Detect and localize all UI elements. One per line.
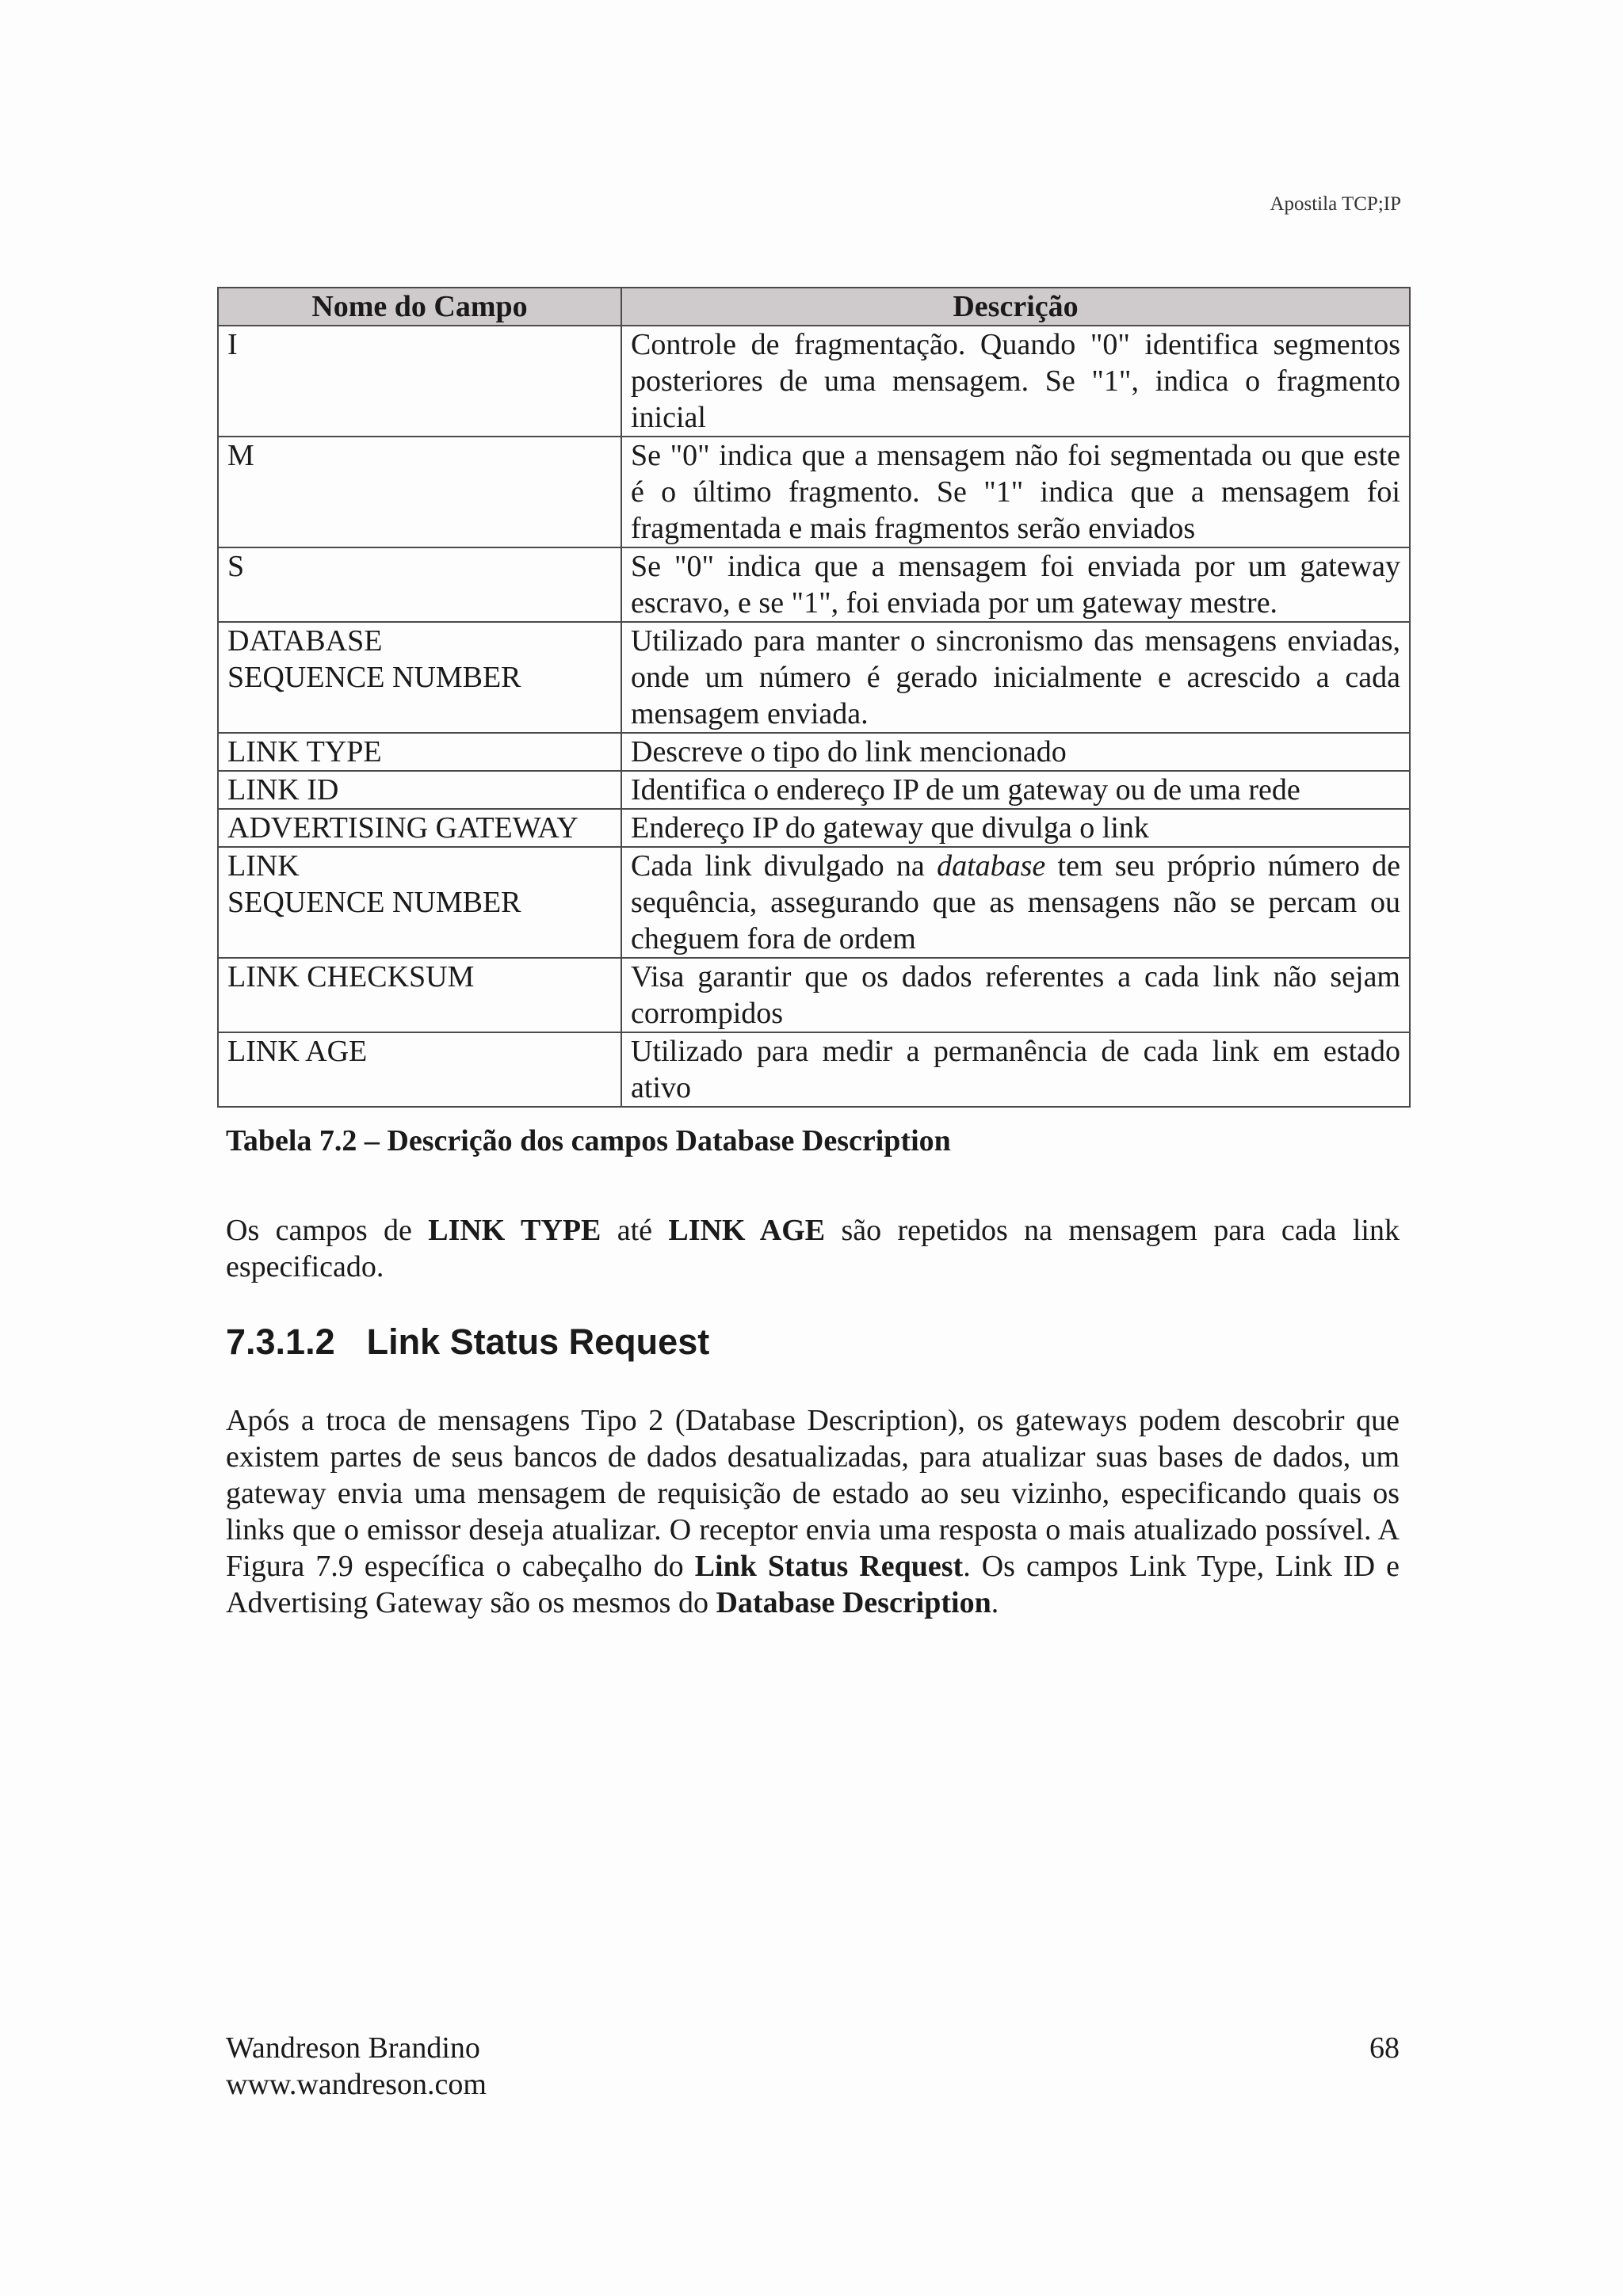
paragraph-repeated-fields bbox=[226, 1212, 1400, 1285]
table-row bbox=[218, 733, 1410, 771]
field-description-cell: Utilizado para medir a permanência de cada link em estado ativo bbox=[621, 1032, 1410, 1107]
table-row bbox=[218, 437, 1410, 547]
bold-term: LINK TYPE bbox=[428, 1214, 601, 1247]
field-description-cell bbox=[621, 847, 1410, 958]
text-run: até bbox=[601, 1214, 669, 1247]
page-number: 68 bbox=[1369, 2031, 1400, 2065]
table-row bbox=[218, 547, 1410, 622]
field-name-cell bbox=[218, 847, 621, 958]
description-text: tem seu próprio número de sequência, assegurando que as mensagens não se percam ou cheguem fora de ordem bbox=[631, 849, 1400, 955]
field-description-cell: Descreve o tipo do link mencionado bbox=[621, 733, 1410, 771]
field-description-cell: Utilizado para manter o sincronismo das mensagens enviadas, onde um número é gerado inicialmente e acrescido a cada mensagem enviada. bbox=[621, 622, 1410, 733]
field-name-cell: I bbox=[218, 326, 621, 437]
field-name-cell: LINK TYPE bbox=[218, 733, 621, 771]
field-name-cell: LINK CHECKSUM bbox=[218, 958, 621, 1032]
text-run: Após a troca de mensagens Tipo 2 (Database Description), os gateways podem descobrir que existem partes de seus bancos de dados desatualizadas, para atualizar suas bases de dados, um gateway envia uma mensagem de requisição de estado ao seu vizinho, especificando quais os links que o emissor deseja atualizar. O receptor envia uma resposta o mais atualizado possível. A Figura 7.9 específica o cabeçalho do bbox=[226, 1404, 1400, 1583]
field-name-cell: LINK AGE bbox=[218, 1032, 621, 1107]
field-name-cell: M bbox=[218, 437, 621, 547]
table-row bbox=[218, 958, 1410, 1032]
bold-term: Database Description bbox=[716, 1586, 991, 1619]
field-name-line: LINK bbox=[227, 849, 300, 883]
fields-table bbox=[217, 287, 1411, 1108]
description-text: Cada link divulgado na bbox=[631, 849, 938, 883]
text-run: . Os campos Link Type, Link ID e Advertising Gateway são os mesmos do bbox=[226, 1550, 1400, 1619]
paragraph-link-status-request bbox=[226, 1402, 1400, 1621]
table-row bbox=[218, 809, 1410, 847]
field-description-cell: Visa garantir que os dados referentes a cada link não sejam corrompidos bbox=[621, 958, 1410, 1032]
table-row bbox=[218, 771, 1410, 809]
field-description-cell: Se "0" indica que a mensagem foi enviada por um gateway escravo, e se "1", foi enviada por um gateway mestre. bbox=[621, 547, 1410, 622]
database-term: database bbox=[937, 849, 1046, 883]
field-description-cell: Identifica o endereço IP de um gateway ou de uma rede bbox=[621, 771, 1410, 809]
field-name-cell: LINK ID bbox=[218, 771, 621, 809]
table-caption: Tabela 7.2 – Descrição dos campos Database Description bbox=[226, 1124, 951, 1158]
text-run: Os campos de bbox=[226, 1214, 429, 1247]
table-row bbox=[218, 622, 1410, 733]
text-run: são repetidos na mensagem para cada link especificado. bbox=[226, 1214, 1400, 1283]
field-description-cell: Controle de fragmentação. Quando "0" identifica segmentos posteriores de uma mensagem. Se "1", indica o fragmento inicial bbox=[621, 326, 1410, 437]
running-header: Apostila TCP;IP bbox=[1270, 193, 1401, 215]
footer-author: Wandreson Brandino bbox=[226, 2031, 480, 2065]
bold-term: Link Status Request bbox=[694, 1550, 964, 1583]
section-number: 7.3.1.2 bbox=[226, 1322, 335, 1362]
field-name-line: DATABASE bbox=[227, 624, 383, 658]
field-name-cell: ADVERTISING GATEWAY bbox=[218, 809, 621, 847]
bold-term: LINK AGE bbox=[668, 1214, 826, 1247]
footer-website: www.wandreson.com bbox=[226, 2068, 487, 2101]
table-header-row bbox=[218, 288, 1410, 326]
field-description-cell: Se "0" indica que a mensagem não foi segmentada ou que este é o último fragmento. Se "1" indica que a mensagem foi fragmentada e mais fragmentos serão enviados bbox=[621, 437, 1410, 547]
field-name-cell bbox=[218, 622, 621, 733]
footer-author-block bbox=[226, 2030, 487, 2103]
table-row bbox=[218, 1032, 1410, 1107]
field-name-line: SEQUENCE NUMBER bbox=[227, 661, 521, 694]
column-header-field-name: Nome do Campo bbox=[218, 288, 621, 326]
text-run: . bbox=[991, 1586, 999, 1619]
column-header-description: Descrição bbox=[621, 288, 1410, 326]
section-title: Link Status Request bbox=[366, 1322, 710, 1362]
table-row bbox=[218, 847, 1410, 958]
table-row bbox=[218, 326, 1410, 437]
field-description-cell: Endereço IP do gateway que divulga o link bbox=[621, 809, 1410, 847]
section-heading bbox=[226, 1322, 709, 1363]
field-name-cell: S bbox=[218, 547, 621, 622]
field-name-line: SEQUENCE NUMBER bbox=[227, 886, 521, 919]
